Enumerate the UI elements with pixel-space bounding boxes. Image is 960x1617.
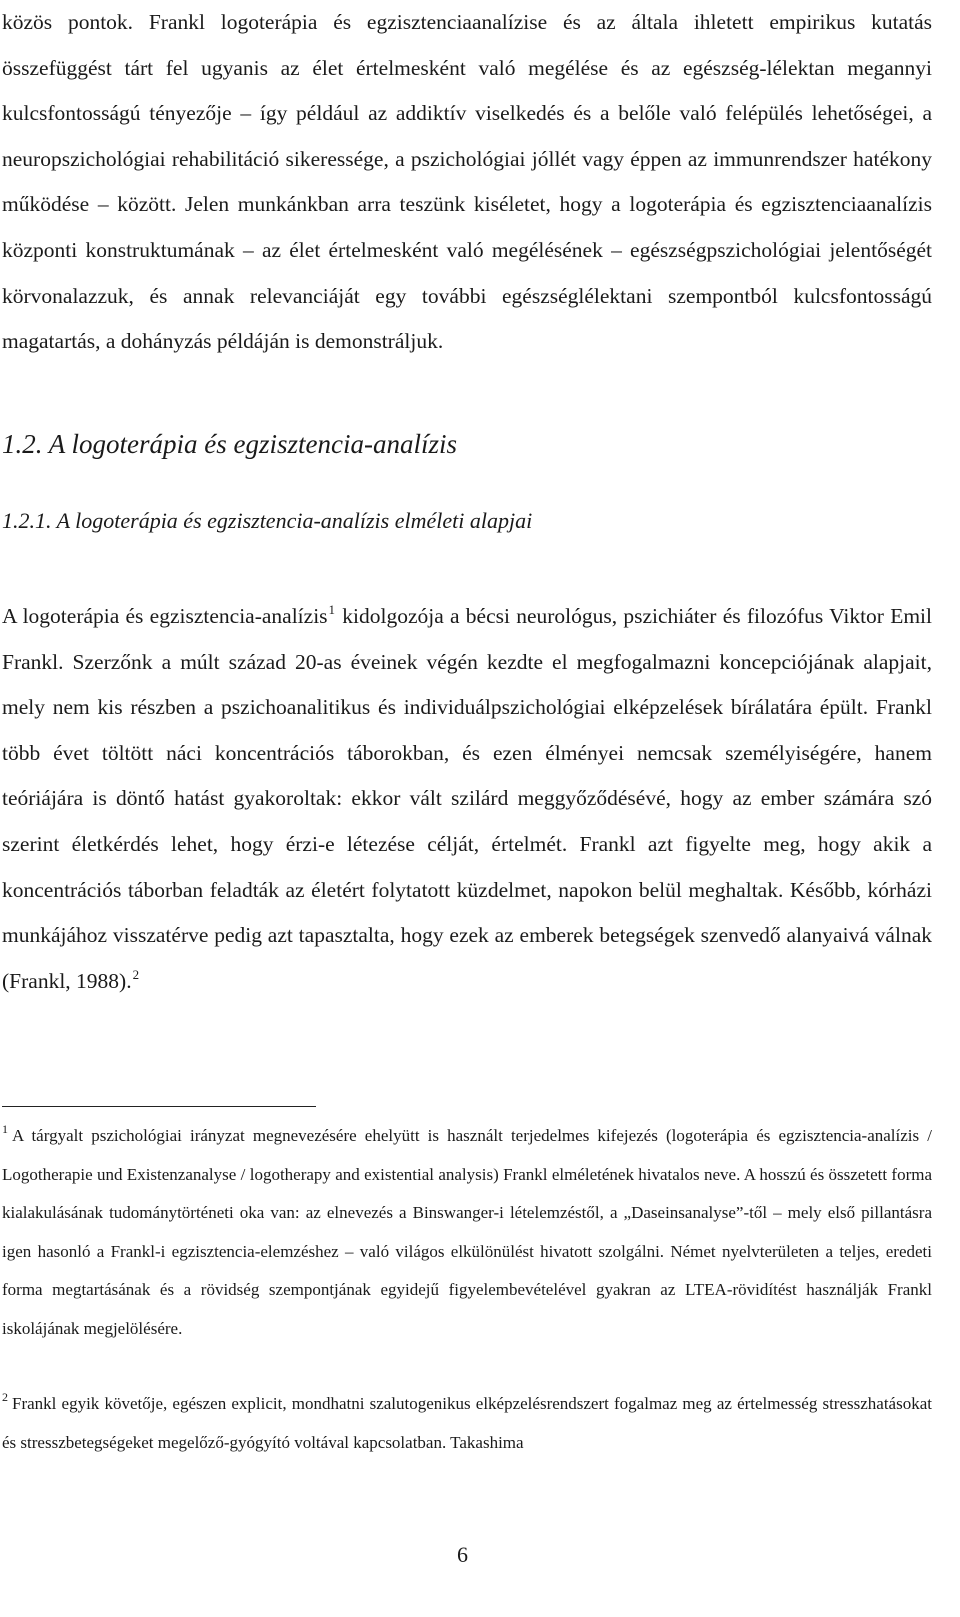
main-paragraph [2,594,932,1004]
footnote-2-mark: 2 [2,1390,8,1404]
footnote-reference-2: 2 [132,966,140,982]
footnote-reference-1: 1 [328,602,336,617]
footnote-2-text: Frankl egyik követője, egészen explicit, mondhatni szalutogenikus elképzelésrendszert fogalmaz meg az értelmesség stresszhatásokat és stresszbetegségeket megelőző-gyógyító voltával kapcsolatban. Takashima [2,1394,932,1452]
footnote-divider [2,1106,316,1107]
main-paragraph-text-2: kidolgozója a bécsi neurológus, pszichiáter és filozófus Viktor Emil Frankl. Szerzőnk a múlt század 20-as éveinek végén kezdte el megfogalmazni koncepciójának alapjait, mely nem kis részben a pszichoanalitikus és individuálpszichológiai elképzelések bírálatára épült. Frankl több évet töltött náci koncentrációs táborokban, és ezen élményei nemcsak személyiségére, hanem teóriájára is döntő hatást gyakoroltak: ekkor vált szilárd meggyőződésévé, hogy az ember számára szó szerint életkérdés lehet, hogy érzi-e létezése célját, értelmét. Frankl azt figyelte meg, hogy akik a koncentrációs táborban feladták az életért folytatott küzdelmet, napokon belül meghaltak. Később, kórházi munkájához visszatérve pedig azt tapasztalta, hogy ezek az emberek betegségek szenvedő alanyaivá válnak (Frankl, 1988). [2,604,932,993]
intro-paragraph: közös pontok. Frankl logoterápia és egzisztenciaanalízise és az általa ihletett empirikus kutatás összefüggést tárt fel ugyanis az élet értelmesként való megélése és az egészség-lélektan megannyi kulcsfontosságú tényezője – így például az addiktív viselkedés és a belőle való felépülés lehetőségei, a neuropszichológiai rehabilitáció sikeressége, a pszichológiai jóllét vagy éppen az immunrendszer hatékony működése – között. Jelen munkánkban arra teszünk kiséletet, hogy a logoterápia és egzisztenciaanalízis központi konstruktumának – az élet értelmesként való megélésének – egészségpszichológiai jelentőségét körvonalazzuk, és annak relevanciáját egy további egészséglélektani szempontból kulcsfontosságú magatartás, a dohányzás példáján is demonstráljuk. [2,10,932,354]
footnote-1 [2,1117,932,1348]
footnote-1-mark: 1 [2,1122,8,1136]
page-number: 6 [457,1542,468,1567]
subsection-heading: 1.2.1. A logoterápia és egzisztencia-analízis elméleti alapjai [2,508,533,533]
footnote-1-text: A tárgyalt pszichológiai irányzat megnevezésére ehelyütt is használt terjedelmes kifejezés (logoterápia és egzisztencia-analízis / Logotherapie und Existenzanalyse / logotherapy and existential analysis) Frankl elméletének hivatalos neve. A hosszú és összetett forma kialakulásának tudománytörténeti oka van: az elnevezés a Binswanger-i lételemzéstől, a „Daseinsanalyse”-től – mely első pillantásra igen hasonló a Frankl-i egzisztencia-elemzéshez – való világos elkülönülést hivatott szolgálni. Német nyelvterületen a teljes, eredeti forma megtartásának és a rövidség szempontjának egyidejű figyelembevételével gyakran az LTEA-rövidítést használják Frankl iskolájának megjelölésére. [2,1126,932,1338]
footnote-2 [2,1385,932,1462]
main-paragraph-text-1: A logoterápia és egzisztencia-analízis [2,604,328,628]
section-heading: 1.2. A logoterápia és egzisztencia-analízis [2,429,457,459]
